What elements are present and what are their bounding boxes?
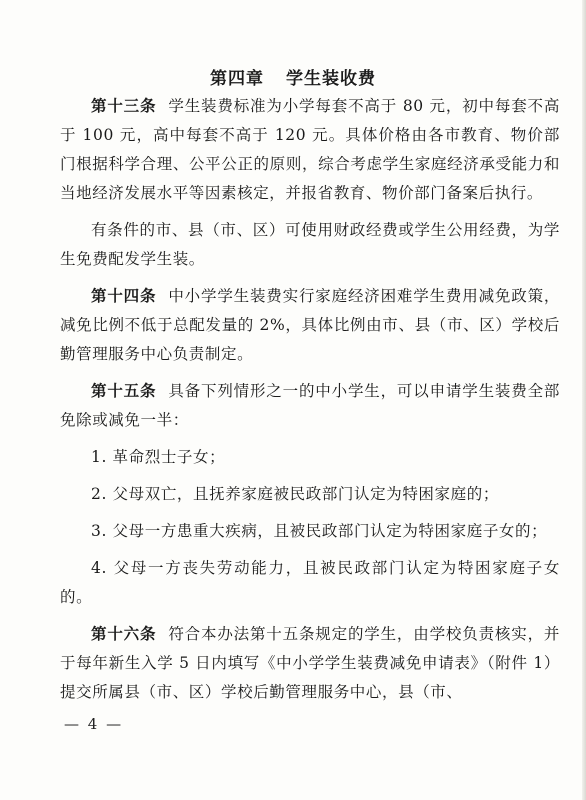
article-16-text: 符合本办法第十五条规定的学生，由学校负责核实，并于每年新生入学 5 日内填写《中小学学生装费减免申请表》（附件 1）提交所属县（市、区）学校后勤管理服务中心，县（市、 xyxy=(60,625,561,701)
article-15-item-2: 2. 父母双亡，且抚养家庭被民政部门认定为特困家庭的； xyxy=(91,485,499,503)
article-15-text: 具备下列情形之一的中小学生，可以申请学生装费全部免除或减免一半： xyxy=(60,382,561,429)
page-edge-shadow xyxy=(582,0,586,800)
article-13-number: 第十三条 xyxy=(91,97,157,115)
article-15-number: 第十五条 xyxy=(91,382,157,400)
article-14-text: 中小学学生装费实行家庭经济困难学生费用减免政策，减免比例不低于总配发量的 2%，具体比例由市、县（市、区）学校后勤管理服务中心负责制定。 xyxy=(60,287,561,363)
article-16-number: 第十六条 xyxy=(91,625,157,643)
chapter-number: 第四章 xyxy=(210,69,264,89)
article-13-supplement: 有条件的市、县（市、区）可使用财政经费或学生公用经费，为学生免费配发学生装。 xyxy=(60,221,560,268)
article-14-number: 第十四条 xyxy=(91,287,157,305)
article-15-item-1: 1. 革命烈士子女； xyxy=(91,448,226,466)
chapter-heading xyxy=(0,64,586,89)
article-13-text: 学生装费标准为小学每套不高于 80 元，初中每套不高于 100 元，高中每套不高于 120 元。具体价格由各市教育、物价部门根据科学合理、公平公正的原则，综合考虑学生家庭经济承受能力和当地经济发展水平等因素核定，并报省教育、物价部门备案后执行。 xyxy=(60,97,560,202)
article-15 xyxy=(60,377,560,435)
article-14 xyxy=(60,282,560,369)
article-15-item-4: 4. 父母一方丧失劳动能力，且被民政部门认定为特困家庭子女的。 xyxy=(60,559,560,606)
article-15-item-3: 3. 父母一方患重大疾病，且被民政部门认定为特困家庭子女的； xyxy=(91,522,548,540)
chapter-title: 学生装收费 xyxy=(286,69,376,89)
document-body xyxy=(60,92,560,707)
page-number: — 4 — xyxy=(64,715,124,733)
article-13 xyxy=(60,92,560,208)
article-16 xyxy=(60,620,560,707)
